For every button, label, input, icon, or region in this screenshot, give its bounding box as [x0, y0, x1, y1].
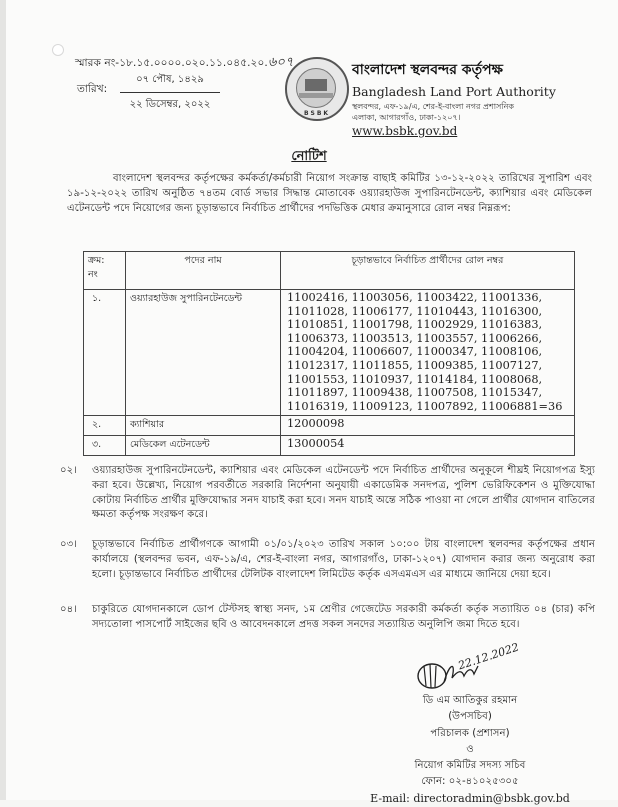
row-post: ক্যাশিয়ার: [126, 416, 281, 436]
row-post: ওয়্যারহাউজ সুপারিনটেনডেন্ট: [126, 290, 281, 416]
header-serial: ক্রম: নং: [84, 252, 126, 290]
paragraph-04: [60, 603, 595, 633]
table-row: [84, 290, 575, 416]
row-serial: ১.: [84, 290, 126, 416]
signatory-designation: (উপসচিব): [448, 711, 492, 723]
row-rolls: 13000054: [281, 436, 575, 456]
org-name-english: Bangladesh Land Port Authority: [352, 84, 556, 99]
paragraph-number: ০৪।: [60, 604, 77, 615]
row-rolls: 12000098: [281, 416, 575, 436]
table-row: [84, 416, 575, 436]
row-post: মেডিকেল এটেনডেন্ট: [126, 436, 281, 456]
org-address: স্থলবন্দর, এফ-১৯/এ, শের-ই-বাংলা নগর প্রশাসনিক এলাকা, আগারগাঁও, ঢাকা-১২০৭।: [352, 102, 514, 122]
row-serial: ৩.: [84, 436, 126, 456]
signatory-name: ডি এম আতিকুর রহমান: [422, 695, 518, 706]
signatory-phone: ফোন: ০২-৪১০২৫৩০৫: [421, 776, 519, 788]
paragraph-text: চূড়ান্তভাবে নির্বাচিত প্রার্থীগণকে আগামী ০১/০১/২০২৩ তারিখ সকাল ১০:০০ টায় বাংলাদেশ স্থলবন্দর কর্তৃপক্ষের প্রধান কার্যালয়ে (স্থলবন্দর ভবন, এফ-১৯/এ, শের-ই-বাংলা নগর, আগারগাঁও, ঢাকা-১২০৭) যোগদান করার জন্য অনুরোধ করা হলো। চূড়ান্তভাবে নির্বাচিত প্রার্থীদের টেলিটক বাংলাদেশ লিমিটেড কর্তৃক এসএমএস এর মাধ্যমে জানিয়ে দেয়া হবে।: [92, 539, 595, 580]
paragraph-03: [60, 538, 595, 582]
memo-handwritten-number: ৬০৭: [267, 55, 294, 70]
org-website-link[interactable]: www.bsbk.gov.bd: [352, 124, 458, 138]
paragraph-02: [60, 464, 595, 523]
logo-text: BSBK: [303, 110, 331, 117]
notice-title: নোটিশ: [291, 149, 327, 164]
memo-label: স্মারক নং-১৮.১৫.০০০০.০২০.১১.০৪৫.২০.: [75, 57, 268, 69]
memo-number: [75, 53, 294, 74]
signatory-role: পরিচালক (প্রশাসন): [430, 727, 510, 739]
header-post: পদের নাম: [126, 252, 281, 290]
date-block: [120, 72, 220, 114]
signature-block: [360, 693, 580, 807]
signatory-email: E-mail: directoradmin@bsbk.gov.bd: [370, 791, 570, 805]
signatory-conjunction: ও: [466, 743, 474, 755]
date-bangla: ০৭ পৌষ, ১৪২৯: [120, 72, 220, 93]
org-name-bangla: বাংলাদেশ স্থলবন্দর কর্তৃপক্ষ: [352, 62, 503, 78]
punch-hole: [52, 44, 64, 56]
paragraph-number: ০২।: [60, 465, 77, 476]
date-gregorian: ২২ ডিসেম্বর, ২০২২: [129, 99, 211, 110]
table-header-row: [84, 252, 575, 290]
signature-date: 22.12.2022: [456, 640, 521, 673]
date-label: তারিখ:: [77, 83, 108, 95]
paragraph-number: ০৩।: [60, 539, 77, 550]
row-rolls: 11002416, 11003056, 11003422, 11001336, 11011028, 11006177, 11010443, 11016300, 11010851, 11001798, 11002929, 11016383, 11006373, 11003513, 11003557, 11006266, 11004204, 11006607, 11000347, 11008106, 11012317, 11011855, 11009385, 11007127, 11001553, 11010937, 11014184, 11008068, 11011897, 11009438, 11007508, 11015347, 11016319, 11009123, 11007892, 11006881=36: [281, 290, 575, 416]
signatory-committee-role: নিয়োগ কমিটির সদস্য সচিব: [414, 760, 526, 772]
notice-intro: বাংলাদেশ স্থলবন্দর কর্তৃপক্ষের কর্মকর্তা/কর্মচারী নিয়োগ সংক্রান্ত বাছাই কমিটির ১৩-১২-২০২২ তারিখের সুপারিশ এবং ১৯-১২-২০২২ তারিখ অনুষ্ঠিত ৭৪তম বোর্ড সভার সিদ্ধান্ত মোতাবেক ওয়্যারহাউজ সুপারিনটেনডেন্ট, ক্যাশিয়ার এবং মেডিকেল এটেনডেন্ট পদে নিয়োগের জন্য চূড়ান্তভাবে নির্বাচিত প্রার্থীদের পদভিত্তিক মেধার ক্রমানুসারে রোল নম্বর নিম্নরূপ:: [67, 173, 592, 214]
header-rolls: চূড়ান্তভাবে নির্বাচিত প্রার্থীদের রোল নম্বর: [281, 252, 575, 290]
table-row: [84, 436, 575, 456]
bsbk-logo-icon: [285, 57, 349, 121]
organization-header: [352, 58, 612, 138]
paragraph-text: চাকুরিতে যোগদানকালে ডোপ টেস্টসহ স্বাস্থ্য সনদ, ১ম শ্রেণীর গেজেটেড সরকারী কর্মকর্তা কর্তৃক সত্যায়িত ০৪ (চার) কপি সদ্যতোলা পাসপোর্ট সাইজের ছবি ও আবেদনকালে প্রদত্ত সকল সনদের সত্যায়িত অনুলিপি জমা দিতে হবে।: [92, 604, 595, 630]
roll-number-table: [83, 251, 575, 456]
paragraph-text: ওয়্যারহাউজ সুপারিনটেনডেন্ট, ক্যাশিয়ার এবং মেডিকেল এটেনডেন্ট পদে নির্বাচিত প্রার্থীদের অনুকূলে শীঘ্রই নিয়োগপত্র ইস্যু করা হবে। উল্লেখ্য, নিয়োগ পরবর্তীতে সরকারি নির্দেশনা অনুযায়ী একাডেমিক সনদপত্র, পুলিশ ভেরিফিকেশন ও মুক্তিযোদ্ধা কোটায় নির্বাচিত প্রার্থীর মুক্তিযোদ্ধার সনদ যাচাই করা হবে। সনদ যাচাই অন্তে সঠিক পাওয়া না গেলে প্রার্থীর যোগদান বাতিলের ক্ষমতা কর্তৃপক্ষ সংরক্ষণ করে।: [92, 465, 595, 521]
row-serial: ২.: [84, 416, 126, 436]
